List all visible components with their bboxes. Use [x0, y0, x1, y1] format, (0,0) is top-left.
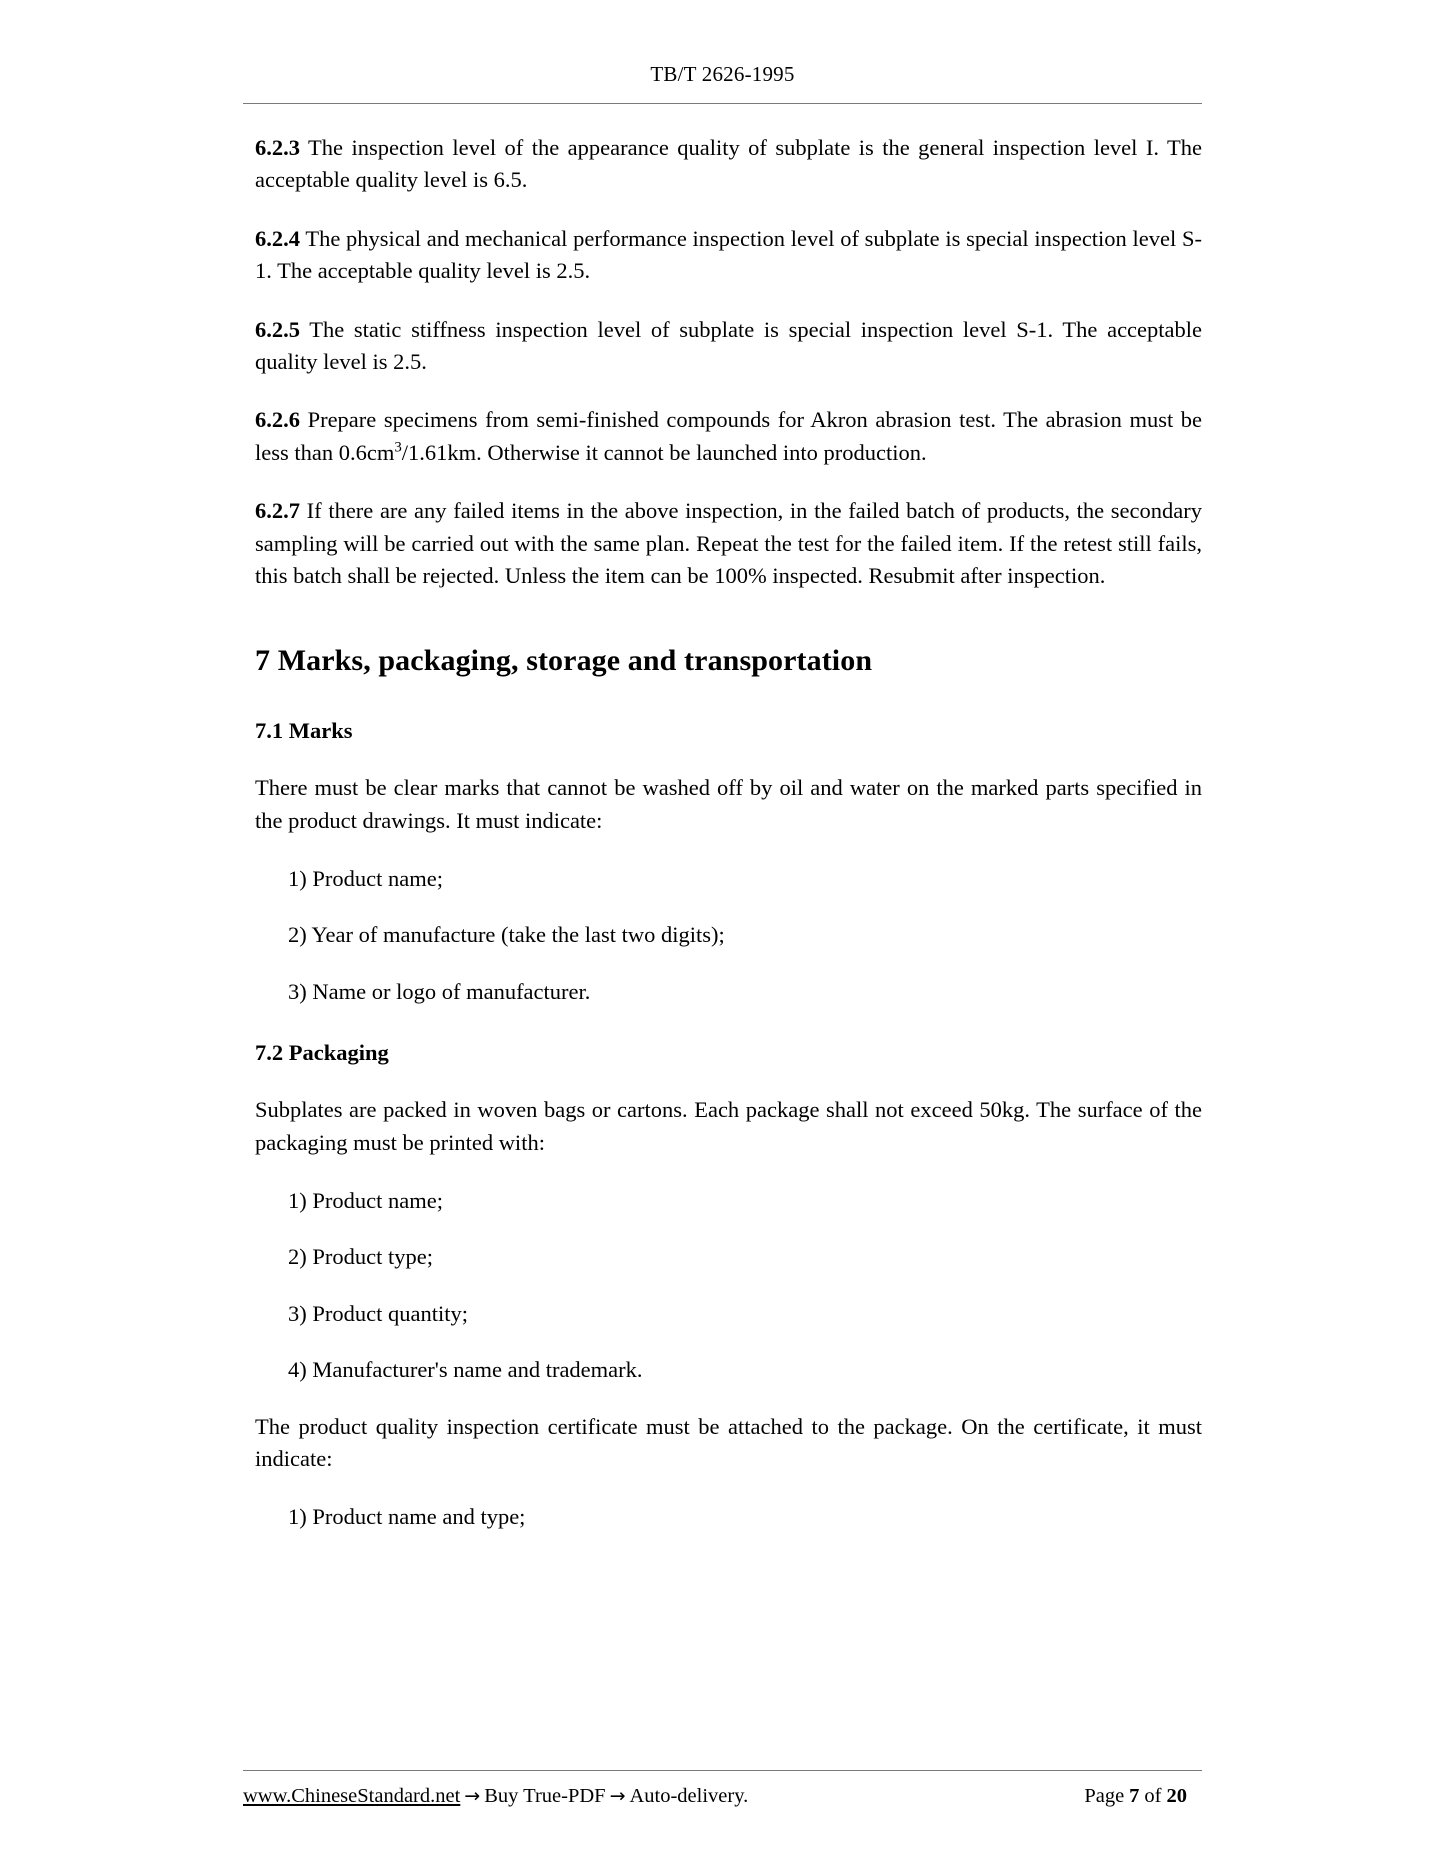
page-content: [255, 104, 1202, 1534]
list-item: 2) Product type;: [288, 1244, 433, 1270]
page-label: Page: [1084, 1785, 1125, 1807]
footer-promo: [243, 1785, 1084, 1808]
clause-number: 6.2.3: [255, 135, 300, 160]
delivery-label: Auto-delivery.: [629, 1785, 749, 1807]
standard-code: TB/T 2626-1995: [650, 62, 795, 86]
subsection-7-2-intro: Subplates are packed in woven bags or cartons. Each package shall not exceed 50kg. The surface of the packaging must be printed with:: [255, 1097, 1202, 1155]
clause-6-2-6: [255, 404, 1202, 469]
clause-6-2-3: [255, 132, 1202, 197]
clause-text: The static stiffness inspection level of subplate is special inspection level S-1. The acceptable quality level is 2.5.: [255, 316, 1202, 374]
list-item: 1) Product name;: [288, 1188, 443, 1214]
total-pages: 20: [1166, 1785, 1187, 1807]
subsection-heading-7-2: 7.2 Packaging: [255, 1040, 389, 1066]
list-item: 4) Manufacturer's name and trademark.: [288, 1357, 643, 1383]
page-header: [0, 0, 1445, 87]
unit-superscript: 3: [394, 439, 402, 456]
buy-label: Buy True-PDF: [484, 1785, 606, 1807]
clause-6-2-4: [255, 223, 1202, 288]
arrow-right-icon: →: [609, 1785, 626, 1807]
list-item: 2) Year of manufacture (take the last two digits);: [288, 922, 725, 948]
footer-divider: [243, 1770, 1202, 1771]
page-indicator: [1084, 1785, 1202, 1808]
section-heading-7: 7 Marks, packaging, storage and transportation: [255, 644, 873, 678]
arrow-right-icon: →: [464, 1785, 481, 1807]
clause-text: The inspection level of the appearance quality of subplate is the general inspection level I. The acceptable quality level is 6.5.: [255, 135, 1202, 193]
clause-number: 6.2.5: [255, 316, 300, 342]
clause-number: 6.2.6: [255, 407, 300, 433]
list-item: 1) Product name and type;: [288, 1504, 526, 1530]
subsection-7-1-intro: There must be clear marks that cannot be washed off by oil and water on the marked parts specified in the product drawings. It must indicate:: [255, 775, 1202, 833]
clause-6-2-5: [255, 314, 1202, 379]
clause-text: The physical and mechanical performance inspection level of subplate is special inspection level S-1. The acceptable quality level is 2.5.: [255, 225, 1203, 284]
website-link[interactable]: www.ChineseStandard.net: [243, 1785, 461, 1807]
clause-text-before: Prepare specimens from semi-finished compounds for Akron abrasion test. The abrasion must be less than 0.6cm: [255, 407, 1203, 465]
certificate-intro: The product quality inspection certificate must be attached to the package. On the certificate, it must indicate:: [255, 1413, 1202, 1471]
clause-text: If there are any failed items in the above inspection, in the failed batch of products, the secondary sampling will be carried out with the same plan. Repeat the test for the failed item. If the retest still fails, this batch shall be rejected. Unless the item can be 100% inspected. Resubmit after inspection.: [255, 498, 1203, 588]
page-footer: [243, 1770, 1202, 1808]
clause-6-2-7: [255, 495, 1202, 592]
list-item: 1) Product name;: [288, 866, 443, 892]
list-item: 3) Product quantity;: [288, 1300, 468, 1326]
clause-number: 6.2.4: [255, 225, 300, 251]
clause-number: 6.2.7: [255, 498, 300, 524]
list-item: 3) Name or logo of manufacturer.: [288, 978, 591, 1004]
of-label: of: [1144, 1785, 1162, 1807]
clause-text-after: /1.61km. Otherwise it cannot be launched into production.: [401, 439, 927, 465]
subsection-heading-7-1: 7.1 Marks: [255, 718, 353, 744]
page-number: 7: [1129, 1785, 1140, 1807]
